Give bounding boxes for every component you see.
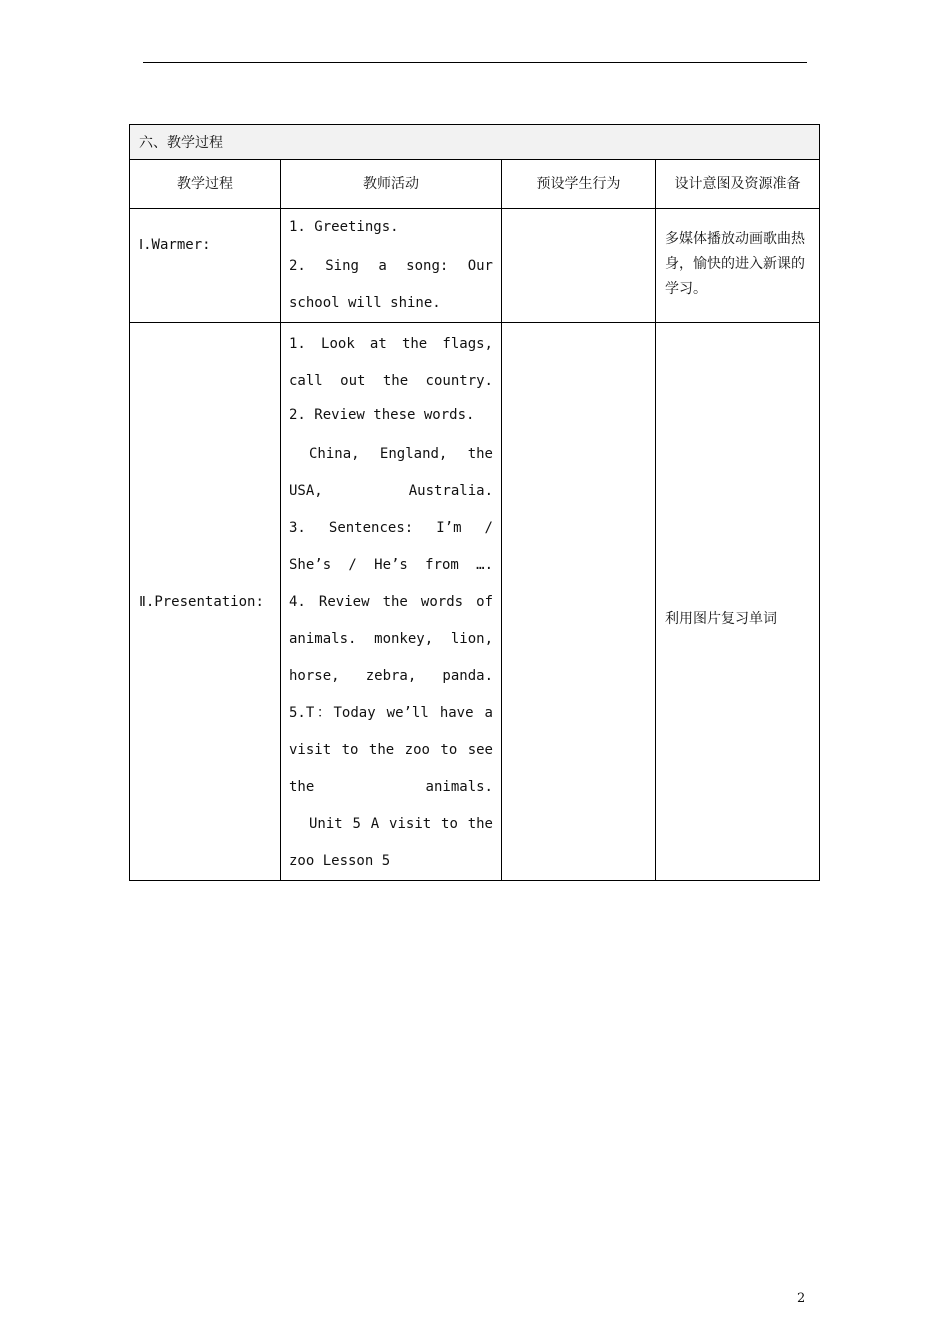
column-header-student: 预设学生行为 xyxy=(502,160,656,209)
teacher-activity-cell xyxy=(281,209,502,323)
teaching-process-table xyxy=(129,124,820,881)
table-row xyxy=(130,209,820,323)
stage-cell xyxy=(130,209,281,323)
teacher-activity-item: 2. Review these words. xyxy=(289,407,475,423)
stage-label: Ⅰ.Warmer: xyxy=(139,237,211,253)
page-number: 2 xyxy=(797,1291,806,1306)
stage-cell xyxy=(130,323,281,881)
teacher-activity-item: 5.T：Today we’ll have a visit to the zoo to see the animals. xyxy=(289,705,493,795)
teacher-activity-item: 3. Sentences: I’m / She’s / He’s from …. xyxy=(289,520,493,573)
design-cell xyxy=(656,323,820,881)
teacher-activity-item: Unit 5 A visit to the zoo Lesson 5 xyxy=(289,816,493,869)
header-rule xyxy=(143,62,807,63)
teacher-activity-item: China, England, the USA, Australia. xyxy=(289,446,493,499)
design-cell: 多媒体播放动画歌曲热身，愉快的进入新课的学习。 xyxy=(656,209,820,323)
column-header-design: 设计意图及资源准备 xyxy=(656,160,820,209)
section-title-row xyxy=(130,125,820,160)
table-row xyxy=(130,323,820,881)
design-text: 利用图片复习单词 xyxy=(665,610,777,627)
teacher-activity-item: 2. Sing a song: Our school will shine. xyxy=(289,258,493,311)
student-behavior-cell xyxy=(502,209,656,323)
teacher-activity-item: 1. Greetings. xyxy=(289,219,399,235)
column-header-stage: 教学过程 xyxy=(130,160,281,209)
header-row xyxy=(130,160,820,209)
teacher-activity-cell xyxy=(281,323,502,881)
column-header-teacher: 教师活动 xyxy=(281,160,502,209)
stage-label: Ⅱ.Presentation: xyxy=(139,593,264,610)
section-title: 六、教学过程 xyxy=(130,125,820,160)
teacher-activity-item: 1. Look at the flags, call out the country. xyxy=(289,336,493,389)
student-behavior-cell xyxy=(502,323,656,881)
teacher-activity-item: 4. Review the words of animals. monkey, lion, horse, zebra, panda. xyxy=(289,594,493,684)
